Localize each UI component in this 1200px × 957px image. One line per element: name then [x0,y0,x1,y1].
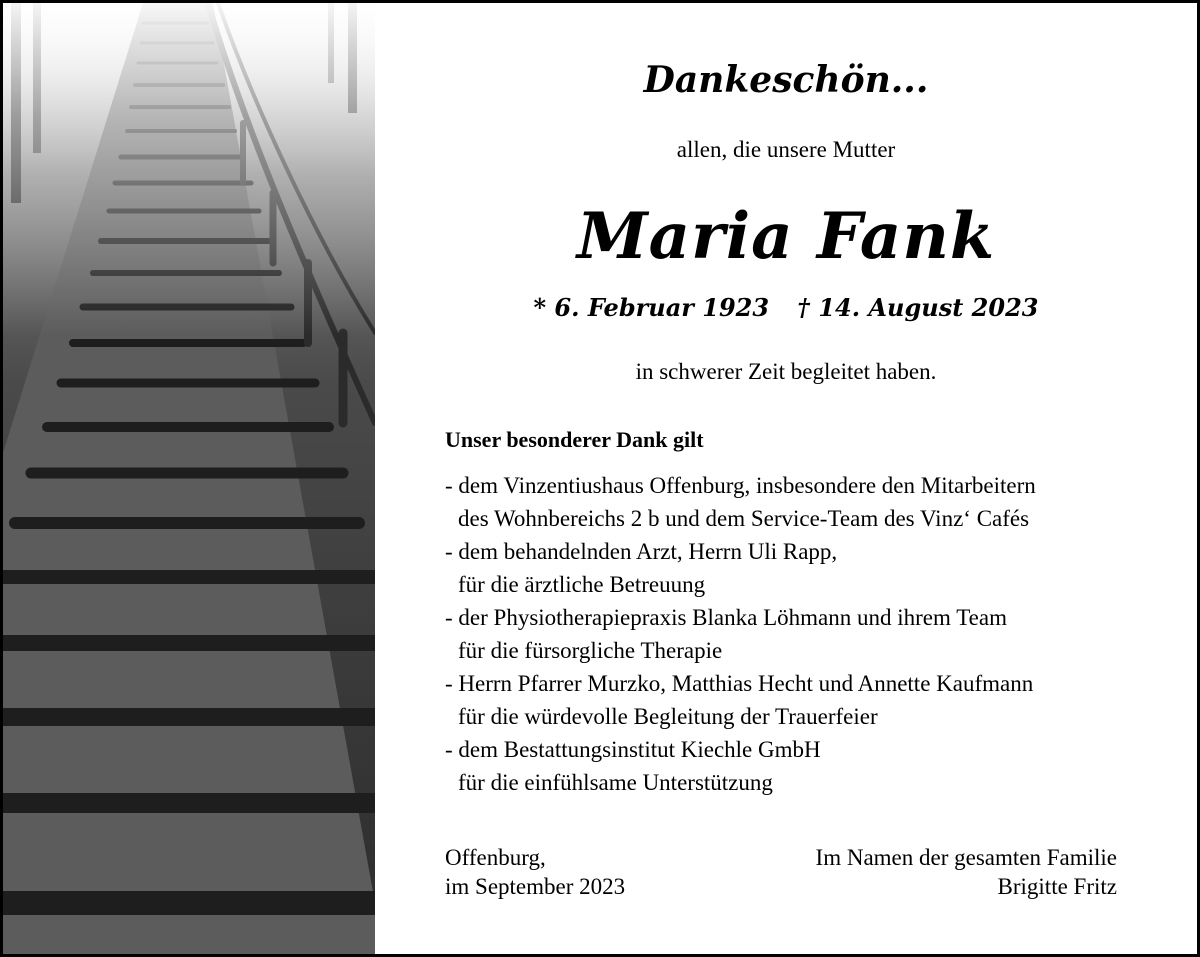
list-item-line: für die ärztliche Betreuung [458,572,706,597]
list-item-line: des Wohnbereichs 2 b und dem Service-Team des Vinz‘ Cafés [458,506,1030,531]
forest-stairs-photo [3,3,375,954]
text-panel [375,3,1197,954]
list-item-line: - dem Bestattungsinstitut Kiechle GmbH [445,737,821,762]
deceased-name: Maria Fank [576,199,996,274]
list-item [445,601,1036,667]
death-date: † 14. August 2023 [797,293,1039,322]
family-line: Im Namen der gesamten Familie [815,845,1117,870]
list-item-line: - Herrn Pfarrer Murzko, Matthias Hecht und Annette Kaufmann [445,671,1034,696]
place: Offenburg, [445,845,546,870]
signature-block [816,843,1117,901]
list-item-line: für die würdevolle Begleitung der Trauerfeier [458,704,878,729]
list-item-line: - dem behandelnden Arzt, Herrn Uli Rapp, [445,539,838,564]
list-item-line: für die einfühlsame Unterstützung [458,770,773,795]
thanks-title: Unser besonderer Dank gilt [445,427,704,452]
outro-text: in schwerer Zeit begleitet haben. [635,359,937,384]
list-item-line: für die fürsorgliche Therapie [458,638,723,663]
list-item [445,469,1036,535]
list-item [445,535,1036,601]
list-item [445,667,1036,733]
list-item-line: - dem Vinzentiushaus Offenburg, insbesondere den Mitarbeitern [445,473,1036,498]
stairs-illustration [3,3,375,954]
heading: Dankeschön... [643,59,929,101]
list-item-line: - der Physiotherapiepraxis Blanka Löhmann und ihrem Team [445,605,1007,630]
life-dates [375,293,1197,322]
date: im September 2023 [445,874,626,899]
birth-date: * 6. Februar 1923 [533,293,770,322]
place-and-date [445,843,625,901]
thanks-list [445,469,1036,799]
intro-text: allen, die unsere Mutter [676,137,896,162]
signer-name: Brigitte Fritz [997,874,1117,899]
list-item [445,733,1036,799]
